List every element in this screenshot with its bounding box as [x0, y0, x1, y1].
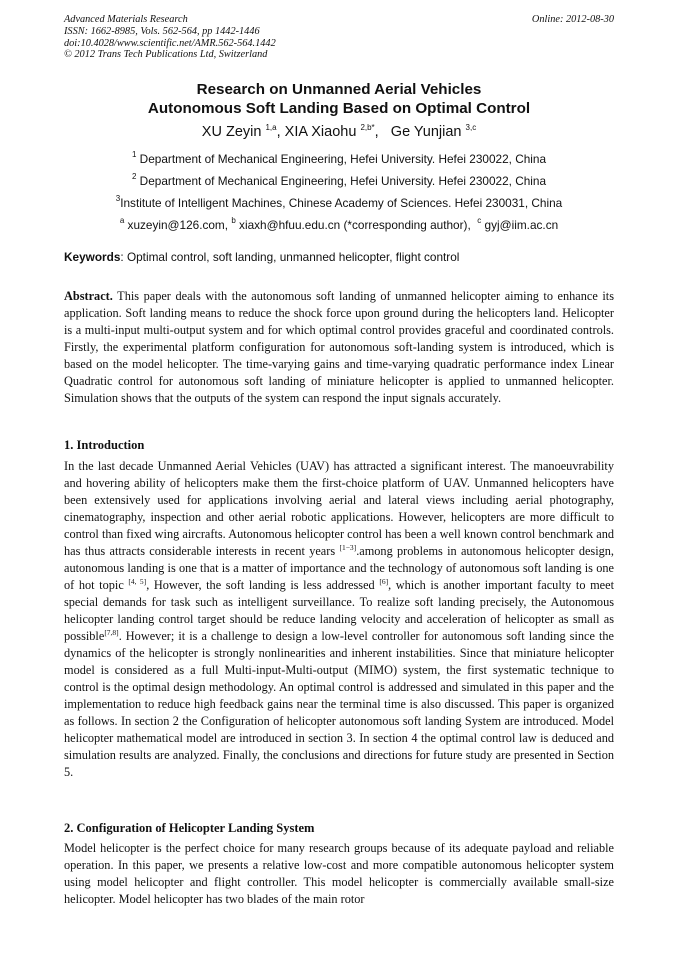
email-text: xiaxh@hfuu.edu.cn (*corresponding author), — [235, 218, 478, 232]
affiliation-1 — [0, 152, 678, 166]
author-name: XIA Xiaohu — [284, 124, 361, 140]
affiliation-text: Institute of Intelligent Machines, Chinese Academy of Sciences. Hefei 230031, China — [120, 196, 563, 210]
author-name: XU Zeyin — [201, 124, 266, 140]
section-heading-introduction: 1. Introduction — [64, 438, 145, 452]
affiliation-text: Department of Mechanical Engineering, Hefei University. Hefei 230022, China — [136, 174, 547, 188]
author-separator: , — [374, 124, 391, 140]
author-list — [0, 123, 678, 141]
abstract-label: Abstract. — [64, 289, 113, 303]
paper-title — [0, 80, 678, 118]
citation: [6] — [379, 577, 389, 586]
affiliation-mark: 2 — [131, 172, 137, 181]
email-text: gyj@iim.ac.cn — [481, 218, 559, 232]
section2-paragraph: Model helicopter is the perfect choice for many research groups because of its adequate payload and reliable operation. In this paper, we presents a relative low-cost and more compatible autonomous helicopter system using model helicopter and flight controller. This model helicopter is commercially available small-size helicopter. Model helicopter has two blades of the main rotor — [64, 841, 614, 906]
author-affiliation-mark: 2,b* — [360, 123, 375, 132]
affiliation-2 — [0, 174, 678, 188]
email-mark: c — [477, 216, 482, 225]
abstract-text: This paper deals with the autonomous soft landing of unmanned helicopter aiming to enhance its application. Soft landing means to reduce the shock force upon ground during the helicopters land. Helicopter is a multi-input multi-output system and for which optimal control provides graceful and coordinated controls. Firstly, the experimental platform configuration for autonomous soft-landing system is introduced, which is based on the model helicopter. The time-varying gains and time-varying quadratic performance index Linear Quadratic control for autonomous soft landing of miniature helicopter is applied to unmanned helicopter. Simulation shows that the outputs of the system can respond the input signals accurately. — [64, 289, 614, 405]
intro-text: . However; it is a challenge to design a low-level controller for autonomous soft landing since the dynamics of the helicopter is strongly nonlinearities and inherent instabilities. Since that miniature helicopter model is considered as a full Multi-input-Multi-output (MIMO) system, the first systematic technique to control is the optimal design methodology. An optimal control is addressed and simulated in this paper and the implementation to reduce high feedback gains near the terminal time is also discussed. This paper is organized as follows. In section 2 the Configuration of helicopter autonomous soft landing System are introduced. Model helicopter mathematical model are introduced in section 3. In section 4 the optimal control law is deduced and simulation results are analyzed. Finally, the conclusions and directions for future study are presented in Section 5. — [64, 629, 614, 779]
title-line-1: Research on Unmanned Aerial Vehicles — [196, 81, 482, 98]
doi-line: doi:10.4028/www.scientific.net/AMR.562-564.1442 — [64, 37, 276, 49]
email-line — [0, 218, 678, 232]
citation: [4, 5] — [128, 577, 147, 586]
issn-line: ISSN: 1662-8985, Vols. 562-564, pp 1442-1446 — [64, 25, 260, 37]
keywords-text: : Optimal control, soft landing, unmanned helicopter, flight control — [120, 250, 460, 264]
copyright-line: © 2012 Trans Tech Publications Ltd, Switzerland — [64, 49, 268, 61]
citation: [1−3] — [339, 543, 357, 552]
affiliation-mark: 1 — [131, 150, 137, 159]
intro-text: In the last decade Unmanned Aerial Vehicles (UAV) has attracted a significant interest. The manoeuvrability and hovering ability of helicopters make them the first-choice platform of UAV. Unmanned helicopters have been extensively used for applications involving aerial and lateral views including aerial photography, cinematography, inspection and other aerial robotic applications. However, helicopters are more difficult to control than fixed wing aircrafts. Autonomous helicopter control has been a well known control benchmark and has thus attracts considerable interests in recent years — [64, 459, 614, 558]
author-separator: , — [276, 124, 285, 140]
author-affiliation-mark: 3,c — [465, 123, 477, 132]
affiliation-3 — [0, 196, 678, 210]
author-name: Ge Yunjian — [390, 124, 466, 140]
keywords — [64, 250, 459, 264]
email-mark: b — [231, 216, 236, 225]
author-affiliation-mark: 1,a — [265, 123, 277, 132]
email-mark: a — [119, 216, 125, 225]
introduction-paragraph — [64, 458, 614, 781]
journal-name: Advanced Materials Research — [64, 14, 188, 25]
keywords-label: Keywords — [64, 250, 121, 264]
intro-text: .among problems in autonomous helicopter design, autonomous landing is one that is a matter of importance and the technology of autonomous soft landing is one of hot topic — [64, 544, 615, 592]
online-date: Online: 2012-08-30 — [531, 14, 614, 25]
section-heading-configuration: 2. Configuration of Helicopter Landing System — [64, 821, 315, 835]
affiliation-text: Department of Mechanical Engineering, Hefei University. Hefei 230022, China — [136, 152, 547, 166]
abstract — [64, 288, 614, 407]
email-text: xuzeyin@126.com, — [124, 218, 232, 232]
intro-text: , which is another important faculty to meet special demands for task such as intelligent surveillance. To realize soft landing precisely, the Autonomous helicopter landing control target should be reduce landing velocity and acceleration of helicopter as small as possible — [64, 578, 614, 643]
citation: [7,8] — [104, 628, 119, 637]
journal-header — [64, 14, 276, 61]
title-line-2: Autonomous Soft Landing Based on Optimal Control — [147, 100, 531, 117]
affiliation-mark: 3 — [115, 194, 121, 203]
intro-text: , However, the soft landing is less addressed — [146, 578, 380, 592]
